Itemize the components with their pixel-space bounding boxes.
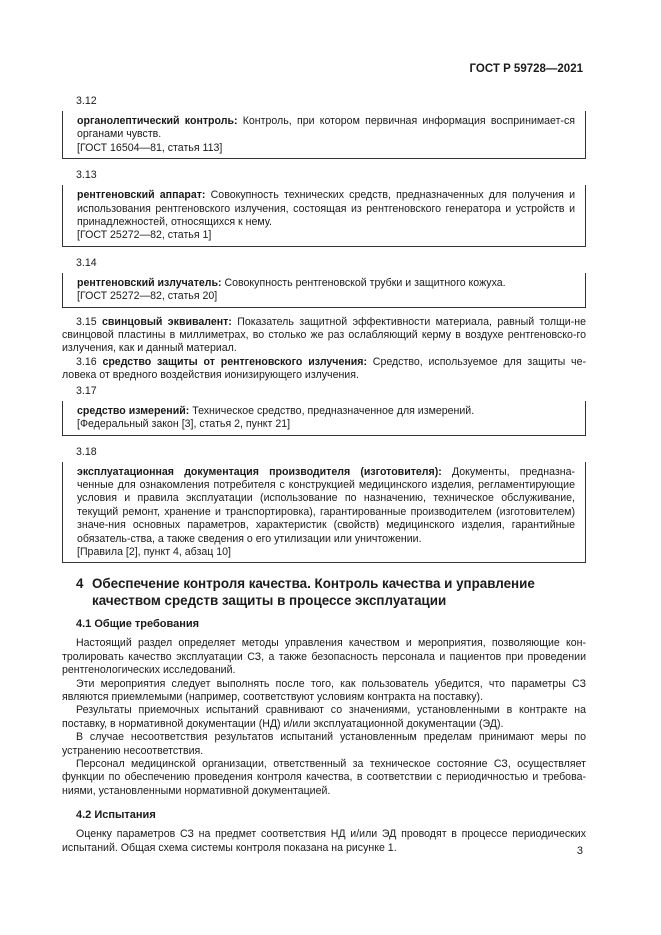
- subsection-heading: 4.1 Общие требования: [76, 618, 200, 631]
- definition: Документы, предназна-ченные для ознакомления потребителя с конструкцией медицинского изделия, регламентирующие условия и правила эксплуатации (использование по назначению, техническое обслуживание, текущий ремонт, хранение и транспортировка), гарантированные производителем (изготовителем) значе-ния основных параметров, характеристик (свойств) медицинского изделия, гарантийные обязатель-ства, а также сведения о его утилизации или уничтожении.: [77, 465, 575, 545]
- entry-number: 3.15: [76, 315, 97, 328]
- definition: Техническое средство, предназначенное для измерений.: [189, 404, 475, 417]
- section-title: Обеспечение контроля качества. Контроль качества и управление качеством средств защиты в процессе эксплуатации: [92, 576, 535, 609]
- term: средство измерений:: [77, 404, 190, 417]
- section-heading: [76, 575, 586, 609]
- entry-number: 3.17: [76, 384, 97, 397]
- term: свинцовый эквивалент:: [102, 315, 232, 328]
- source-reference: [ГОСТ 25272—82, статья 20]: [77, 290, 218, 303]
- definition-box: [62, 401, 586, 436]
- body-paragraph: Результаты приемочных испытаний сравнивают со значениями, установленными в контракте на поставку, в нормативной документации (НД) и/или эксплуатационной документации (ЭД).: [62, 704, 586, 730]
- definition-paragraph: [62, 356, 586, 383]
- entry-number: 3.18: [76, 445, 97, 458]
- term: эксплуатационная документация производителя (изготовителя):: [77, 465, 442, 478]
- definition-box: [62, 185, 586, 247]
- definition-box: [62, 273, 586, 308]
- definition-paragraph: [62, 316, 586, 356]
- definition: Контроль, при котором первичная информация воспринимает-ся органами чувств.: [77, 115, 575, 141]
- definition-box: [62, 111, 586, 159]
- term: рентгеновский аппарат:: [77, 189, 206, 202]
- definition: Совокупность рентгеновской трубки и защитного кожуха.: [221, 276, 506, 289]
- body-paragraph: Оценку параметров СЗ на предмет соответствия НД и/или ЭД проводят в процессе периодических испытаний. Общая схема системы контроля показана на рисунке 1.: [62, 828, 586, 854]
- source-reference: [Федеральный закон [3], статья 2, пункт 21]: [77, 418, 291, 431]
- section-number: 4: [76, 576, 84, 592]
- term: средство защиты от рентгеновского излучения:: [102, 355, 367, 368]
- source-reference: [ГОСТ 16504—81, статья 113]: [77, 141, 223, 154]
- source-reference: [ГОСТ 25272—82, статья 1]: [77, 229, 212, 242]
- body-paragraph: Персонал медицинской организации, ответственный за техническое состояние СЗ, осуществляет функции по обеспечению проведения контроля качества, в соответствии с периодичностью и требова-ниями, установленными нормативной документацией.: [62, 758, 586, 797]
- entry-number: 3.14: [76, 256, 97, 269]
- term: органолептический контроль:: [77, 115, 238, 127]
- body-paragraph: Эти мероприятия следует выполнять после того, как пользователь убедится, что параметры СЗ являются приемлемыми (например, соответствуют условиям контракта на поставку).: [62, 677, 586, 703]
- definition: Показатель защитной эффективности материала, равный толщи-не свинцовой пластины в миллиметрах, во столько же раз ослабляющий керму в воздухе рентгеновско-го излучения, как и данный материал.: [62, 315, 586, 355]
- entry-number: 3.12: [76, 95, 97, 107]
- standard-number: ГОСТ Р 59728—2021: [469, 63, 583, 75]
- definition: Средство, используемое для защиты че-ловека от вредного воздействия ионизирующего излучения.: [62, 355, 586, 382]
- body-paragraph: В случае несоответствия результатов испытаний установленным пределам принимают меры по устранению несоответствия.: [62, 731, 586, 757]
- subsection-heading: 4.2 Испытания: [76, 809, 156, 822]
- source-reference: [Правила [2], пункт 4, абзац 10]: [77, 545, 231, 558]
- definition-box: [62, 462, 586, 564]
- entry-number: 3.16: [76, 355, 97, 368]
- definition: Совокупность технических средств, предназначенных для получения и использования рентгеновского излучения, состоящая из рентгеновского генератора и устройств и принадлежностей, относящихся к нему.: [77, 189, 575, 229]
- entry-number: 3.13: [76, 169, 97, 182]
- page-number: 3: [576, 845, 583, 857]
- body-paragraph: Настоящий раздел определяет методы управления качеством и мероприятия, позволяющие кон-тролировать качество эксплуатации СЗ, а также безопасность персонала и пациентов при проведении рентгенологических исследований.: [62, 637, 586, 677]
- document-body: [62, 93, 586, 855]
- term: рентгеновский излучатель:: [77, 276, 222, 289]
